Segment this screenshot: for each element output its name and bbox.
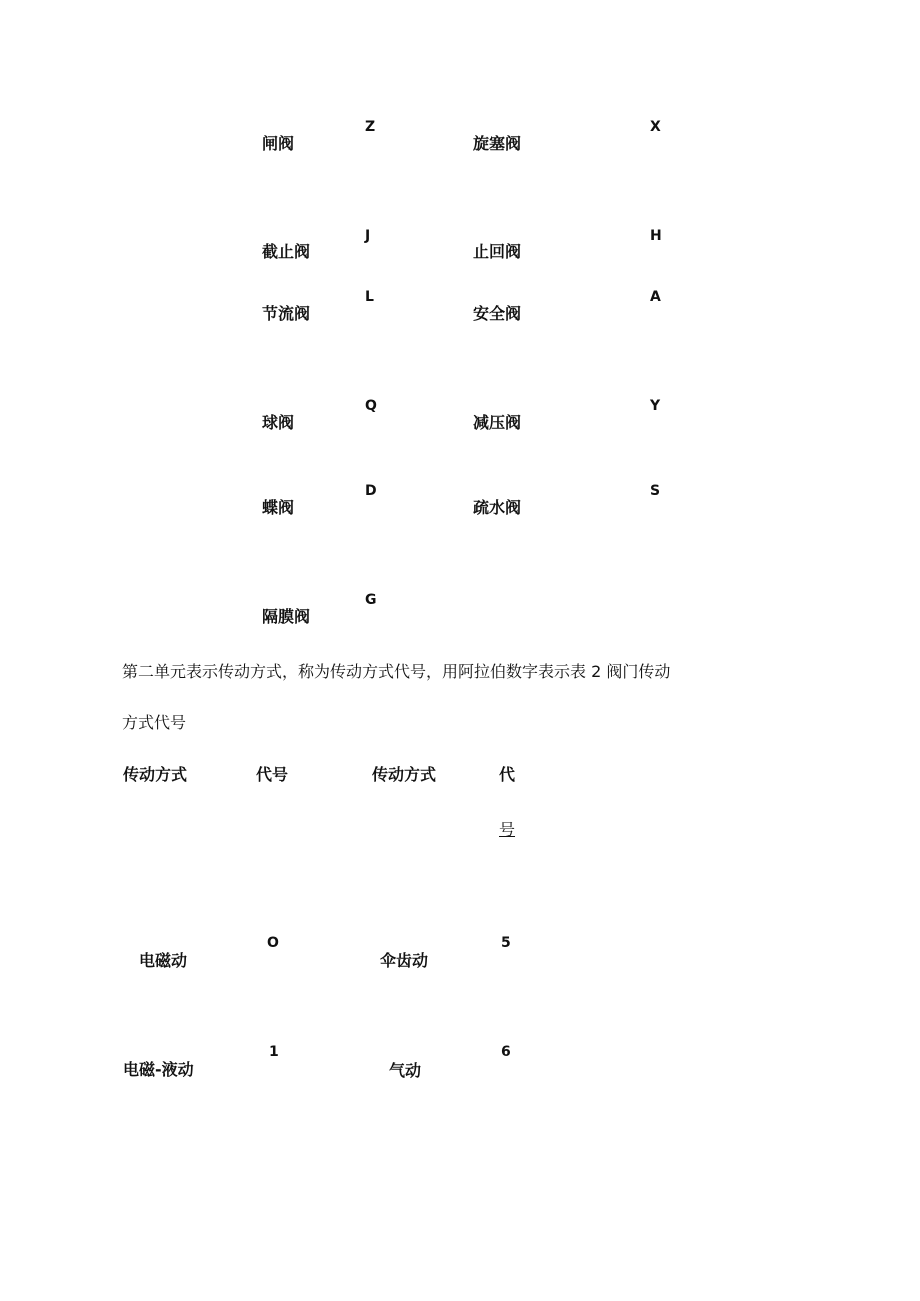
valve-name: 减压阀 (473, 413, 522, 432)
table-header: 传动方式 (123, 765, 188, 784)
valve-name: 旋塞阀 (473, 134, 522, 153)
valve-code: S (650, 483, 661, 499)
valve-code: Q (365, 398, 377, 414)
valve-code: G (365, 592, 377, 608)
valve-name: 蝶阀 (262, 498, 295, 517)
valve-code: Y (650, 398, 661, 414)
valve-code: A (650, 289, 661, 305)
valve-name: 安全阀 (473, 304, 522, 323)
drive-code: O (267, 935, 279, 951)
valve-name: 止回阀 (473, 242, 522, 261)
paragraph-line: 方式代号 (122, 713, 187, 732)
valve-code: Z (365, 119, 376, 135)
valve-name: 闸阀 (262, 134, 295, 153)
drive-code: 6 (501, 1044, 511, 1060)
valve-code: L (365, 289, 374, 305)
paragraph-line: 第二单元表示传动方式，称为传动方式代号，用阿拉伯数字表示表 2 阀门传动 (122, 662, 671, 681)
valve-code: D (365, 483, 377, 499)
valve-name: 截止阀 (262, 242, 311, 261)
valve-name: 节流阀 (262, 304, 311, 323)
drive-name: 电磁动 (139, 951, 188, 970)
drive-name: 电磁-液动 (123, 1060, 194, 1079)
valve-code: J (365, 228, 371, 244)
valve-code: H (650, 228, 662, 244)
valve-code: X (650, 119, 661, 135)
valve-name: 疏水阀 (473, 498, 522, 517)
valve-name: 隔膜阀 (262, 607, 311, 626)
drive-name: 气动 (389, 1061, 422, 1080)
table-header: 号 (499, 820, 516, 839)
table-header: 代 (499, 765, 516, 784)
drive-code: 1 (269, 1044, 279, 1060)
table-header: 代号 (256, 765, 289, 784)
drive-name: 伞齿动 (380, 951, 429, 970)
valve-name: 球阀 (262, 413, 295, 432)
drive-code: 5 (501, 935, 511, 951)
table-header: 传动方式 (372, 765, 437, 784)
